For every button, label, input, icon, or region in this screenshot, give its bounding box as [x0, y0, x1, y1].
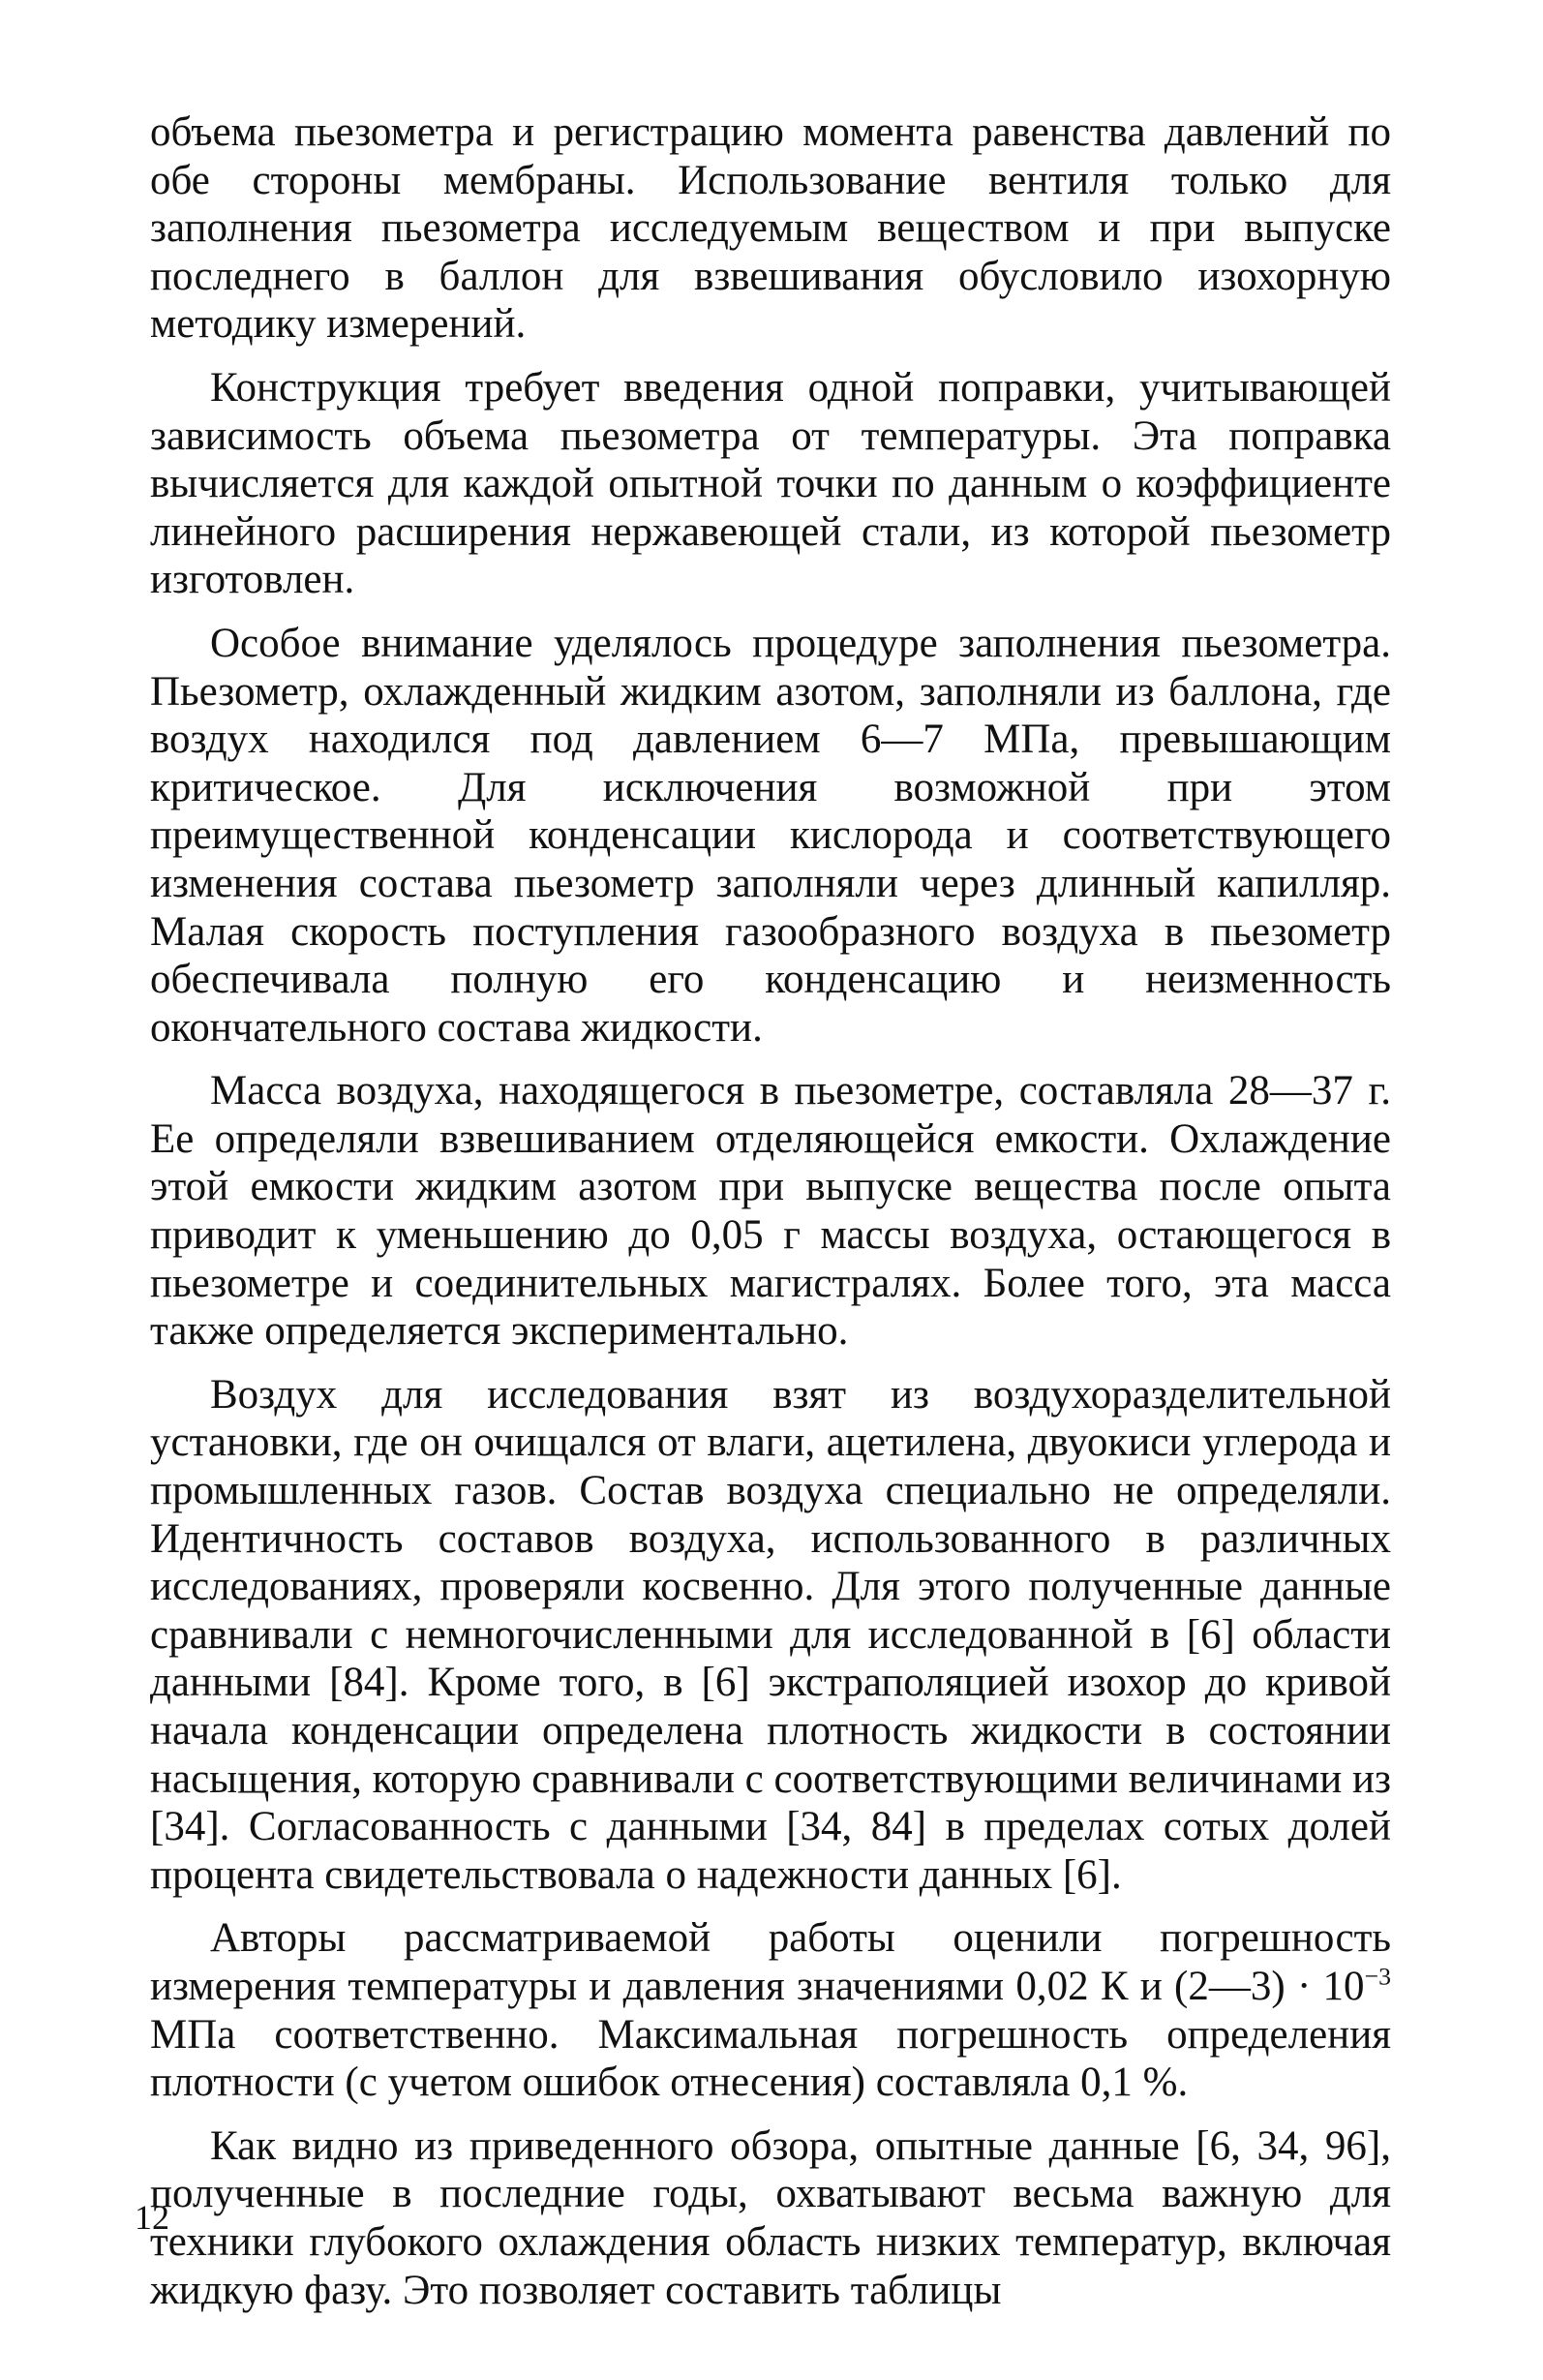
exponent-superscript: −3 — [1364, 1962, 1391, 1991]
paragraph-1: объема пьезометра и регистрацию момента равенства давлений по обе стороны мембраны. Использование вентиля только для заполнения пьезометра исследуемым веществом и при выпуске последнего в баллон для взвешивания обусловило изохорную методику измерений. — [150, 109, 1391, 348]
paragraph-5: Воздух для исследования взят из воздухоразделительной установки, где он очищался от влаги, ацетилена, двуокиси углерода и промышленных газов. Состав воздуха специально не определяли. Идентичность составов воздуха, использованного в различных исследованиях, проверяли косвенно. Для этого полученные данные сравнивали с немногочисленными для исследованной в [6] области данными [84]. Кроме того, в [6] экстраполяцией изохор до кривой начала конденсации определена плотность жидкости в состоянии насыщения, которую сравнивали с соответствующими величинами из [34]. Согласованность с данными [34, 84] в пределах сотых долей процента свидетельствовала о надежности данных [6]. — [150, 1371, 1392, 1898]
paragraph-6-text-before: Авторы рассматриваемой работы оценили погрешность измерения температуры и давления значениями 0,02 К и (2—3) · 10 — [150, 1915, 1391, 2009]
paragraph-3: Особое внимание уделялось процедуре заполнения пьезометра. Пьезометр, охлажденный жидким азотом, заполняли из баллона, где воздух находился под давлением 6—7 МПа, превышающим критическое. Для исключения возможной при этом преимущественной конденсации кислорода и соответствующего изменения состава пьезометр заполняли через длинный капилляр. Малая скорость поступления газообразного воздуха в пьезометр обеспечивала полную его конденсацию и неизменность окончательного состава жидкости. — [150, 620, 1391, 1051]
paragraph-6-text-after: МПа соответственно. Максимальная погрешность определения плотности (с учетом ошибок отнесения) составляла 0,1 %. — [150, 2011, 1391, 2106]
paragraph-4: Масса воздуха, находящегося в пьезометре, составляла 28—37 г. Ее определяли взвешиванием отделяющейся емкости. Охлаждение этой емкости жидким азотом при выпуске вещества после опыта приводит к уменьшению до 0,05 г массы воздуха, остающегося в пьезометре и соединительных магистралях. Более того, эта масса также определяется экспериментально. — [150, 1068, 1391, 1355]
paragraph-2: Конструкция требует введения одной поправки, учитывающей зависимость объема пьезометра от температуры. Эта поправка вычисляется для каждой опытной точки по данным о коэффициенте линейного расширения нержавеющей стали, из которой пьезометр изготовлен. — [150, 364, 1391, 603]
paragraph-6 — [150, 1914, 1391, 2106]
page-body-text — [150, 108, 1391, 2330]
page-number: 12 — [135, 2198, 169, 2237]
paragraph-7: Как видно из приведенного обзора, опытные данные [6, 34, 96], полученные в последние годы, охватывают весьма важную для техники глубокого охлаждения область низких температур, включая жидкую фазу. Это позволяет составить таблицы — [150, 2122, 1391, 2313]
